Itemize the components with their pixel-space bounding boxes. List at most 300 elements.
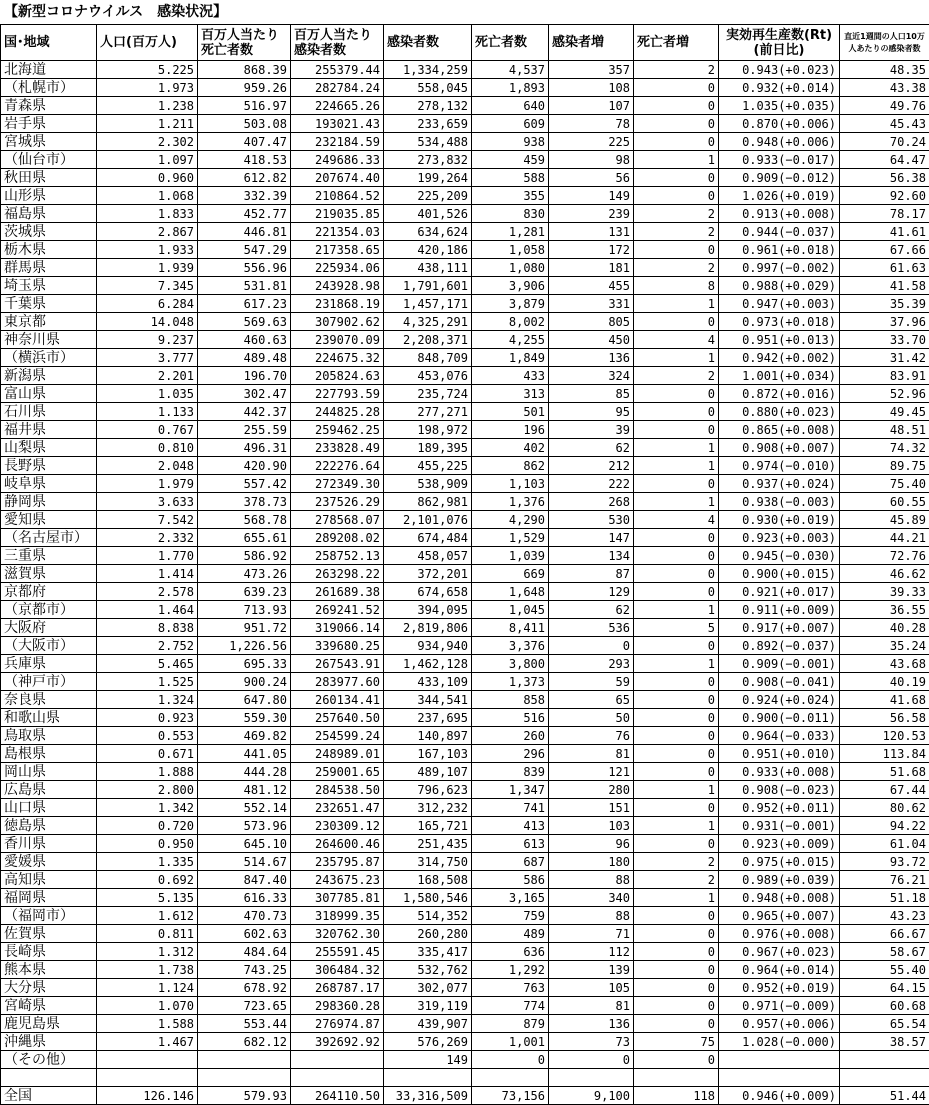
table-row xyxy=(1,385,929,403)
sheet-title: 【新型コロナウイルス 感染状況】 xyxy=(0,0,929,24)
table-body xyxy=(1,61,929,1105)
value-cell: 1,292 xyxy=(472,961,549,979)
value-cell: 1 xyxy=(634,349,719,367)
value-cell: 1.525 xyxy=(97,673,198,691)
value-cell: 0.943(+0.023) xyxy=(719,61,840,79)
region-cell: 群馬県 xyxy=(1,259,97,277)
value-cell: 312,232 xyxy=(384,799,472,817)
value-cell: 0.865(+0.008) xyxy=(719,421,840,439)
value-cell: 1,039 xyxy=(472,547,549,565)
value-cell: 260134.41 xyxy=(291,691,384,709)
value-cell: 868.39 xyxy=(198,61,291,79)
table-row xyxy=(1,709,929,727)
value-cell: 558,045 xyxy=(384,79,472,97)
value-cell: 319,119 xyxy=(384,997,472,1015)
value-cell: 1.342 xyxy=(97,799,198,817)
value-cell: 278568.07 xyxy=(291,511,384,529)
empty-cell xyxy=(719,1069,840,1087)
value-cell: 655.61 xyxy=(198,529,291,547)
value-cell: 1.939 xyxy=(97,259,198,277)
value-cell: 267543.91 xyxy=(291,655,384,673)
value-cell: 516 xyxy=(472,709,549,727)
value-cell: 612.82 xyxy=(198,169,291,187)
value-cell: 5.465 xyxy=(97,655,198,673)
value-cell: 0 xyxy=(549,1051,634,1069)
value-cell: 481.12 xyxy=(198,781,291,799)
value-cell: 1.070 xyxy=(97,997,198,1015)
value-cell: 0 xyxy=(634,745,719,763)
value-cell: 1 xyxy=(634,439,719,457)
value-cell: 1,462,128 xyxy=(384,655,472,673)
header-new-deaths: 死亡者増 xyxy=(634,25,719,61)
value-cell: 1.035 xyxy=(97,385,198,403)
value-cell: 1,849 xyxy=(472,349,549,367)
value-cell: 531.81 xyxy=(198,277,291,295)
value-cell: 1.097 xyxy=(97,151,198,169)
value-cell: 227793.59 xyxy=(291,385,384,403)
value-cell: 576,269 xyxy=(384,1033,472,1051)
value-cell: 568.78 xyxy=(198,511,291,529)
value-cell: 1.028(−0.000) xyxy=(719,1033,840,1051)
value-cell: 442.37 xyxy=(198,403,291,421)
value-cell: 1,791,601 xyxy=(384,277,472,295)
value-cell: 269241.52 xyxy=(291,601,384,619)
value-cell xyxy=(198,1051,291,1069)
value-cell: 1 xyxy=(634,295,719,313)
region-cell: 大阪府 xyxy=(1,619,97,637)
value-cell: 538,909 xyxy=(384,475,472,493)
value-cell: 258752.13 xyxy=(291,547,384,565)
value-cell: 0.767 xyxy=(97,421,198,439)
value-cell: 181 xyxy=(549,259,634,277)
value-cell: 848,709 xyxy=(384,349,472,367)
spacer-row xyxy=(1,1069,929,1087)
value-cell: 254599.24 xyxy=(291,727,384,745)
value-cell: 43.38 xyxy=(840,79,929,97)
region-cell: 新潟県 xyxy=(1,367,97,385)
value-cell: 48.35 xyxy=(840,61,929,79)
value-cell: 38.57 xyxy=(840,1033,929,1051)
value-cell: 49.76 xyxy=(840,97,929,115)
empty-cell xyxy=(472,1069,549,1087)
value-cell: 0.932(+0.014) xyxy=(719,79,840,97)
region-cell: 滋賀県 xyxy=(1,565,97,583)
value-cell: 3,376 xyxy=(472,637,549,655)
value-cell: 121 xyxy=(549,763,634,781)
value-cell: 167,103 xyxy=(384,745,472,763)
value-cell: 634,624 xyxy=(384,223,472,241)
value-cell: 118 xyxy=(634,1087,719,1105)
value-cell: 289208.02 xyxy=(291,529,384,547)
value-cell: 0 xyxy=(634,241,719,259)
value-cell: 951.72 xyxy=(198,619,291,637)
value-cell: 433,109 xyxy=(384,673,472,691)
value-cell: 0.931(−0.001) xyxy=(719,817,840,835)
table-row xyxy=(1,1015,929,1033)
value-cell: 55.40 xyxy=(840,961,929,979)
value-cell: 151 xyxy=(549,799,634,817)
value-cell: 76.21 xyxy=(840,871,929,889)
value-cell: 44.21 xyxy=(840,529,929,547)
value-cell: 674,484 xyxy=(384,529,472,547)
value-cell: 2.867 xyxy=(97,223,198,241)
value-cell: 239070.09 xyxy=(291,331,384,349)
value-cell: 81 xyxy=(549,745,634,763)
value-cell: 9.237 xyxy=(97,331,198,349)
value-cell: 1.324 xyxy=(97,691,198,709)
value-cell: 196 xyxy=(472,421,549,439)
value-cell: 40.19 xyxy=(840,673,929,691)
table-row xyxy=(1,997,929,1015)
value-cell: 339680.25 xyxy=(291,637,384,655)
value-cell: 0.720 xyxy=(97,817,198,835)
value-cell: 0 xyxy=(634,565,719,583)
value-cell: 647.80 xyxy=(198,691,291,709)
value-cell: 0.947(+0.003) xyxy=(719,295,840,313)
value-cell: 532,762 xyxy=(384,961,472,979)
value-cell: 534,488 xyxy=(384,133,472,151)
region-cell: 佐賀県 xyxy=(1,925,97,943)
value-cell: 0 xyxy=(634,115,719,133)
value-cell: 455 xyxy=(549,277,634,295)
value-cell: 695.33 xyxy=(198,655,291,673)
region-cell: 宮崎県 xyxy=(1,997,97,1015)
table-row xyxy=(1,871,929,889)
region-cell: （その他） xyxy=(1,1051,97,1069)
value-cell: 93.72 xyxy=(840,853,929,871)
value-cell: 222276.64 xyxy=(291,457,384,475)
value-cell: 0 xyxy=(634,925,719,943)
table-row xyxy=(1,133,929,151)
value-cell: 1,226.56 xyxy=(198,637,291,655)
value-cell: 235795.87 xyxy=(291,853,384,871)
value-cell: 0.951(+0.013) xyxy=(719,331,840,349)
value-cell: 0 xyxy=(634,979,719,997)
region-cell: 福岡県 xyxy=(1,889,97,907)
value-cell: 420,186 xyxy=(384,241,472,259)
value-cell: 233,659 xyxy=(384,115,472,133)
table-row xyxy=(1,61,929,79)
value-cell: 35.39 xyxy=(840,295,929,313)
value-cell: 255379.44 xyxy=(291,61,384,79)
value-cell: 1.001(+0.034) xyxy=(719,367,840,385)
value-cell: 0.913(+0.008) xyxy=(719,205,840,223)
value-cell: 3.777 xyxy=(97,349,198,367)
value-cell: 221354.03 xyxy=(291,223,384,241)
value-cell: 0 xyxy=(634,583,719,601)
value-cell: 112 xyxy=(549,943,634,961)
table-row xyxy=(1,979,929,997)
value-cell: 394,095 xyxy=(384,601,472,619)
value-cell: 73 xyxy=(549,1033,634,1051)
value-cell: 473.26 xyxy=(198,565,291,583)
table-row xyxy=(1,781,929,799)
value-cell: 51.68 xyxy=(840,763,929,781)
table-row xyxy=(1,853,929,871)
value-cell: 51.18 xyxy=(840,889,929,907)
value-cell: 198,972 xyxy=(384,421,472,439)
value-cell: 0.957(+0.006) xyxy=(719,1015,840,1033)
value-cell: 136 xyxy=(549,1015,634,1033)
value-cell: 2.048 xyxy=(97,457,198,475)
table-row xyxy=(1,439,929,457)
value-cell: 2.332 xyxy=(97,529,198,547)
value-cell: 0.909(−0.012) xyxy=(719,169,840,187)
value-cell: 0.923 xyxy=(97,709,198,727)
value-cell: 272349.30 xyxy=(291,475,384,493)
table-row xyxy=(1,529,929,547)
value-cell: 324 xyxy=(549,367,634,385)
value-cell: 96 xyxy=(549,835,634,853)
value-cell: 107 xyxy=(549,97,634,115)
value-cell: 147 xyxy=(549,529,634,547)
value-cell: 2.752 xyxy=(97,637,198,655)
value-cell: 5.225 xyxy=(97,61,198,79)
value-cell xyxy=(719,1051,840,1069)
value-cell: 255.59 xyxy=(198,421,291,439)
value-cell: 392692.92 xyxy=(291,1033,384,1051)
value-cell: 319066.14 xyxy=(291,619,384,637)
value-cell: 0 xyxy=(549,637,634,655)
value-cell: 302.47 xyxy=(198,385,291,403)
value-cell: 0.965(+0.007) xyxy=(719,907,840,925)
value-cell: 64.15 xyxy=(840,979,929,997)
value-cell: 0 xyxy=(472,1051,549,1069)
value-cell: 61.63 xyxy=(840,259,929,277)
value-cell: 0 xyxy=(634,475,719,493)
empty-cell xyxy=(840,1069,929,1087)
region-cell: 奈良県 xyxy=(1,691,97,709)
region-cell: 沖縄県 xyxy=(1,1033,97,1051)
value-cell: 293 xyxy=(549,655,634,673)
value-cell: 530 xyxy=(549,511,634,529)
value-cell: 67.44 xyxy=(840,781,929,799)
table-row xyxy=(1,79,929,97)
region-cell: （名古屋市） xyxy=(1,529,97,547)
region-cell: 静岡県 xyxy=(1,493,97,511)
value-cell: 260,280 xyxy=(384,925,472,943)
value-cell: 1.588 xyxy=(97,1015,198,1033)
value-cell: 9,100 xyxy=(549,1087,634,1105)
value-cell: 613 xyxy=(472,835,549,853)
value-cell: 0.911(+0.009) xyxy=(719,601,840,619)
empty-cell xyxy=(291,1069,384,1087)
value-cell: 66.67 xyxy=(840,925,929,943)
table-row xyxy=(1,1033,929,1051)
value-cell: 489 xyxy=(472,925,549,943)
region-cell: 鳥取県 xyxy=(1,727,97,745)
value-cell: 0 xyxy=(634,529,719,547)
value-cell: 1,529 xyxy=(472,529,549,547)
value-cell: 0 xyxy=(634,403,719,421)
value-cell: 796,623 xyxy=(384,781,472,799)
table-row xyxy=(1,655,929,673)
value-cell: 0.933(+0.008) xyxy=(719,763,840,781)
value-cell: 225,209 xyxy=(384,187,472,205)
value-cell: 0 xyxy=(634,727,719,745)
value-cell: 763 xyxy=(472,979,549,997)
value-cell: 60.68 xyxy=(840,997,929,1015)
value-cell: 139 xyxy=(549,961,634,979)
value-cell: 43.68 xyxy=(840,655,929,673)
value-cell: 0 xyxy=(634,421,719,439)
value-cell: 4 xyxy=(634,511,719,529)
table-row xyxy=(1,421,929,439)
value-cell: 0.967(+0.023) xyxy=(719,943,840,961)
value-cell: 1,281 xyxy=(472,223,549,241)
value-cell: 1 xyxy=(634,151,719,169)
value-cell: 0.924(+0.024) xyxy=(719,691,840,709)
value-cell: 72.76 xyxy=(840,547,929,565)
value-cell: 243928.98 xyxy=(291,277,384,295)
region-cell: 島根県 xyxy=(1,745,97,763)
value-cell: 75 xyxy=(634,1033,719,1051)
value-cell: 2 xyxy=(634,367,719,385)
value-cell: 547.29 xyxy=(198,241,291,259)
value-cell: 0.976(+0.008) xyxy=(719,925,840,943)
value-cell: 674,658 xyxy=(384,583,472,601)
region-cell: 山梨県 xyxy=(1,439,97,457)
value-cell: 52.96 xyxy=(840,385,929,403)
value-cell: 134 xyxy=(549,547,634,565)
value-cell: 0 xyxy=(634,961,719,979)
value-cell: 95 xyxy=(549,403,634,421)
value-cell: 7.542 xyxy=(97,511,198,529)
value-cell: 0.923(+0.009) xyxy=(719,835,840,853)
value-cell: 0.973(+0.018) xyxy=(719,313,840,331)
region-cell: 岩手県 xyxy=(1,115,97,133)
value-cell: 1.124 xyxy=(97,979,198,997)
value-cell: 0.989(+0.039) xyxy=(719,871,840,889)
value-cell: 78 xyxy=(549,115,634,133)
value-cell: 340 xyxy=(549,889,634,907)
value-cell: 0.997(−0.002) xyxy=(719,259,840,277)
value-cell: 268 xyxy=(549,493,634,511)
region-cell: 愛知県 xyxy=(1,511,97,529)
value-cell: 459 xyxy=(472,151,549,169)
region-cell: 山形県 xyxy=(1,187,97,205)
value-cell: 444.28 xyxy=(198,763,291,781)
value-cell: 49.45 xyxy=(840,403,929,421)
value-cell xyxy=(291,1051,384,1069)
value-cell: 407.47 xyxy=(198,133,291,151)
table-row xyxy=(1,565,929,583)
table-row xyxy=(1,115,929,133)
value-cell: 1.738 xyxy=(97,961,198,979)
value-cell: 8,002 xyxy=(472,313,549,331)
value-cell: 413 xyxy=(472,817,549,835)
value-cell: 418.53 xyxy=(198,151,291,169)
region-cell: 鹿児島県 xyxy=(1,1015,97,1033)
value-cell: 420.90 xyxy=(198,457,291,475)
value-cell: 46.62 xyxy=(840,565,929,583)
region-cell: 東京都 xyxy=(1,313,97,331)
value-cell: 51.44 xyxy=(840,1087,929,1105)
value-cell: 105 xyxy=(549,979,634,997)
value-cell: 233828.49 xyxy=(291,439,384,457)
value-cell: 76 xyxy=(549,727,634,745)
value-cell: 278,132 xyxy=(384,97,472,115)
value-cell: 0.811 xyxy=(97,925,198,943)
value-cell: 0.945(−0.030) xyxy=(719,547,840,565)
value-cell: 0.951(+0.010) xyxy=(719,745,840,763)
value-cell: 439,907 xyxy=(384,1015,472,1033)
value-cell: 41.58 xyxy=(840,277,929,295)
value-cell: 372,201 xyxy=(384,565,472,583)
value-cell: 58.67 xyxy=(840,943,929,961)
table-row xyxy=(1,475,929,493)
value-cell: 94.22 xyxy=(840,817,929,835)
value-cell: 0.870(+0.006) xyxy=(719,115,840,133)
value-cell: 225934.06 xyxy=(291,259,384,277)
value-cell: 4 xyxy=(634,331,719,349)
value-cell: 1.035(+0.035) xyxy=(719,97,840,115)
region-cell: 福井県 xyxy=(1,421,97,439)
value-cell: 259462.25 xyxy=(291,421,384,439)
value-cell: 180 xyxy=(549,853,634,871)
region-cell: 徳島県 xyxy=(1,817,97,835)
value-cell: 0.960 xyxy=(97,169,198,187)
region-cell: 岡山県 xyxy=(1,763,97,781)
region-cell: 神奈川県 xyxy=(1,331,97,349)
value-cell: 553.44 xyxy=(198,1015,291,1033)
value-cell: 0 xyxy=(634,97,719,115)
value-cell: 0 xyxy=(634,673,719,691)
region-cell: 長野県 xyxy=(1,457,97,475)
value-cell: 573.96 xyxy=(198,817,291,835)
value-cell: 257640.50 xyxy=(291,709,384,727)
table-row xyxy=(1,205,929,223)
value-cell: 80.62 xyxy=(840,799,929,817)
value-cell: 3,879 xyxy=(472,295,549,313)
table-row xyxy=(1,259,929,277)
value-cell: 441.05 xyxy=(198,745,291,763)
table-row xyxy=(1,619,929,637)
value-cell: 237526.29 xyxy=(291,493,384,511)
value-cell: 1.833 xyxy=(97,205,198,223)
value-cell: 1,580,546 xyxy=(384,889,472,907)
region-cell: 全国 xyxy=(1,1087,97,1105)
value-cell: 1 xyxy=(634,781,719,799)
table-row xyxy=(1,331,929,349)
value-cell: 669 xyxy=(472,565,549,583)
value-cell: 41.68 xyxy=(840,691,929,709)
value-cell: 0.948(+0.008) xyxy=(719,889,840,907)
value-cell: 193021.43 xyxy=(291,115,384,133)
value-cell: 438,111 xyxy=(384,259,472,277)
value-cell: 273,832 xyxy=(384,151,472,169)
value-cell: 1,045 xyxy=(472,601,549,619)
value-cell: 959.26 xyxy=(198,79,291,97)
value-cell: 3,165 xyxy=(472,889,549,907)
value-cell: 858 xyxy=(472,691,549,709)
value-cell: 678.92 xyxy=(198,979,291,997)
value-cell: 2.302 xyxy=(97,133,198,151)
value-cell: 2,101,076 xyxy=(384,511,472,529)
value-cell: 33,316,509 xyxy=(384,1087,472,1105)
value-cell: 283977.60 xyxy=(291,673,384,691)
value-cell: 4,255 xyxy=(472,331,549,349)
value-cell: 0 xyxy=(634,907,719,925)
value-cell: 536 xyxy=(549,619,634,637)
value-cell: 0.952(+0.019) xyxy=(719,979,840,997)
value-cell: 103 xyxy=(549,817,634,835)
value-cell: 470.73 xyxy=(198,907,291,925)
value-cell: 0.908(−0.041) xyxy=(719,673,840,691)
value-cell: 1,376 xyxy=(472,493,549,511)
value-cell: 501 xyxy=(472,403,549,421)
value-cell: 313 xyxy=(472,385,549,403)
